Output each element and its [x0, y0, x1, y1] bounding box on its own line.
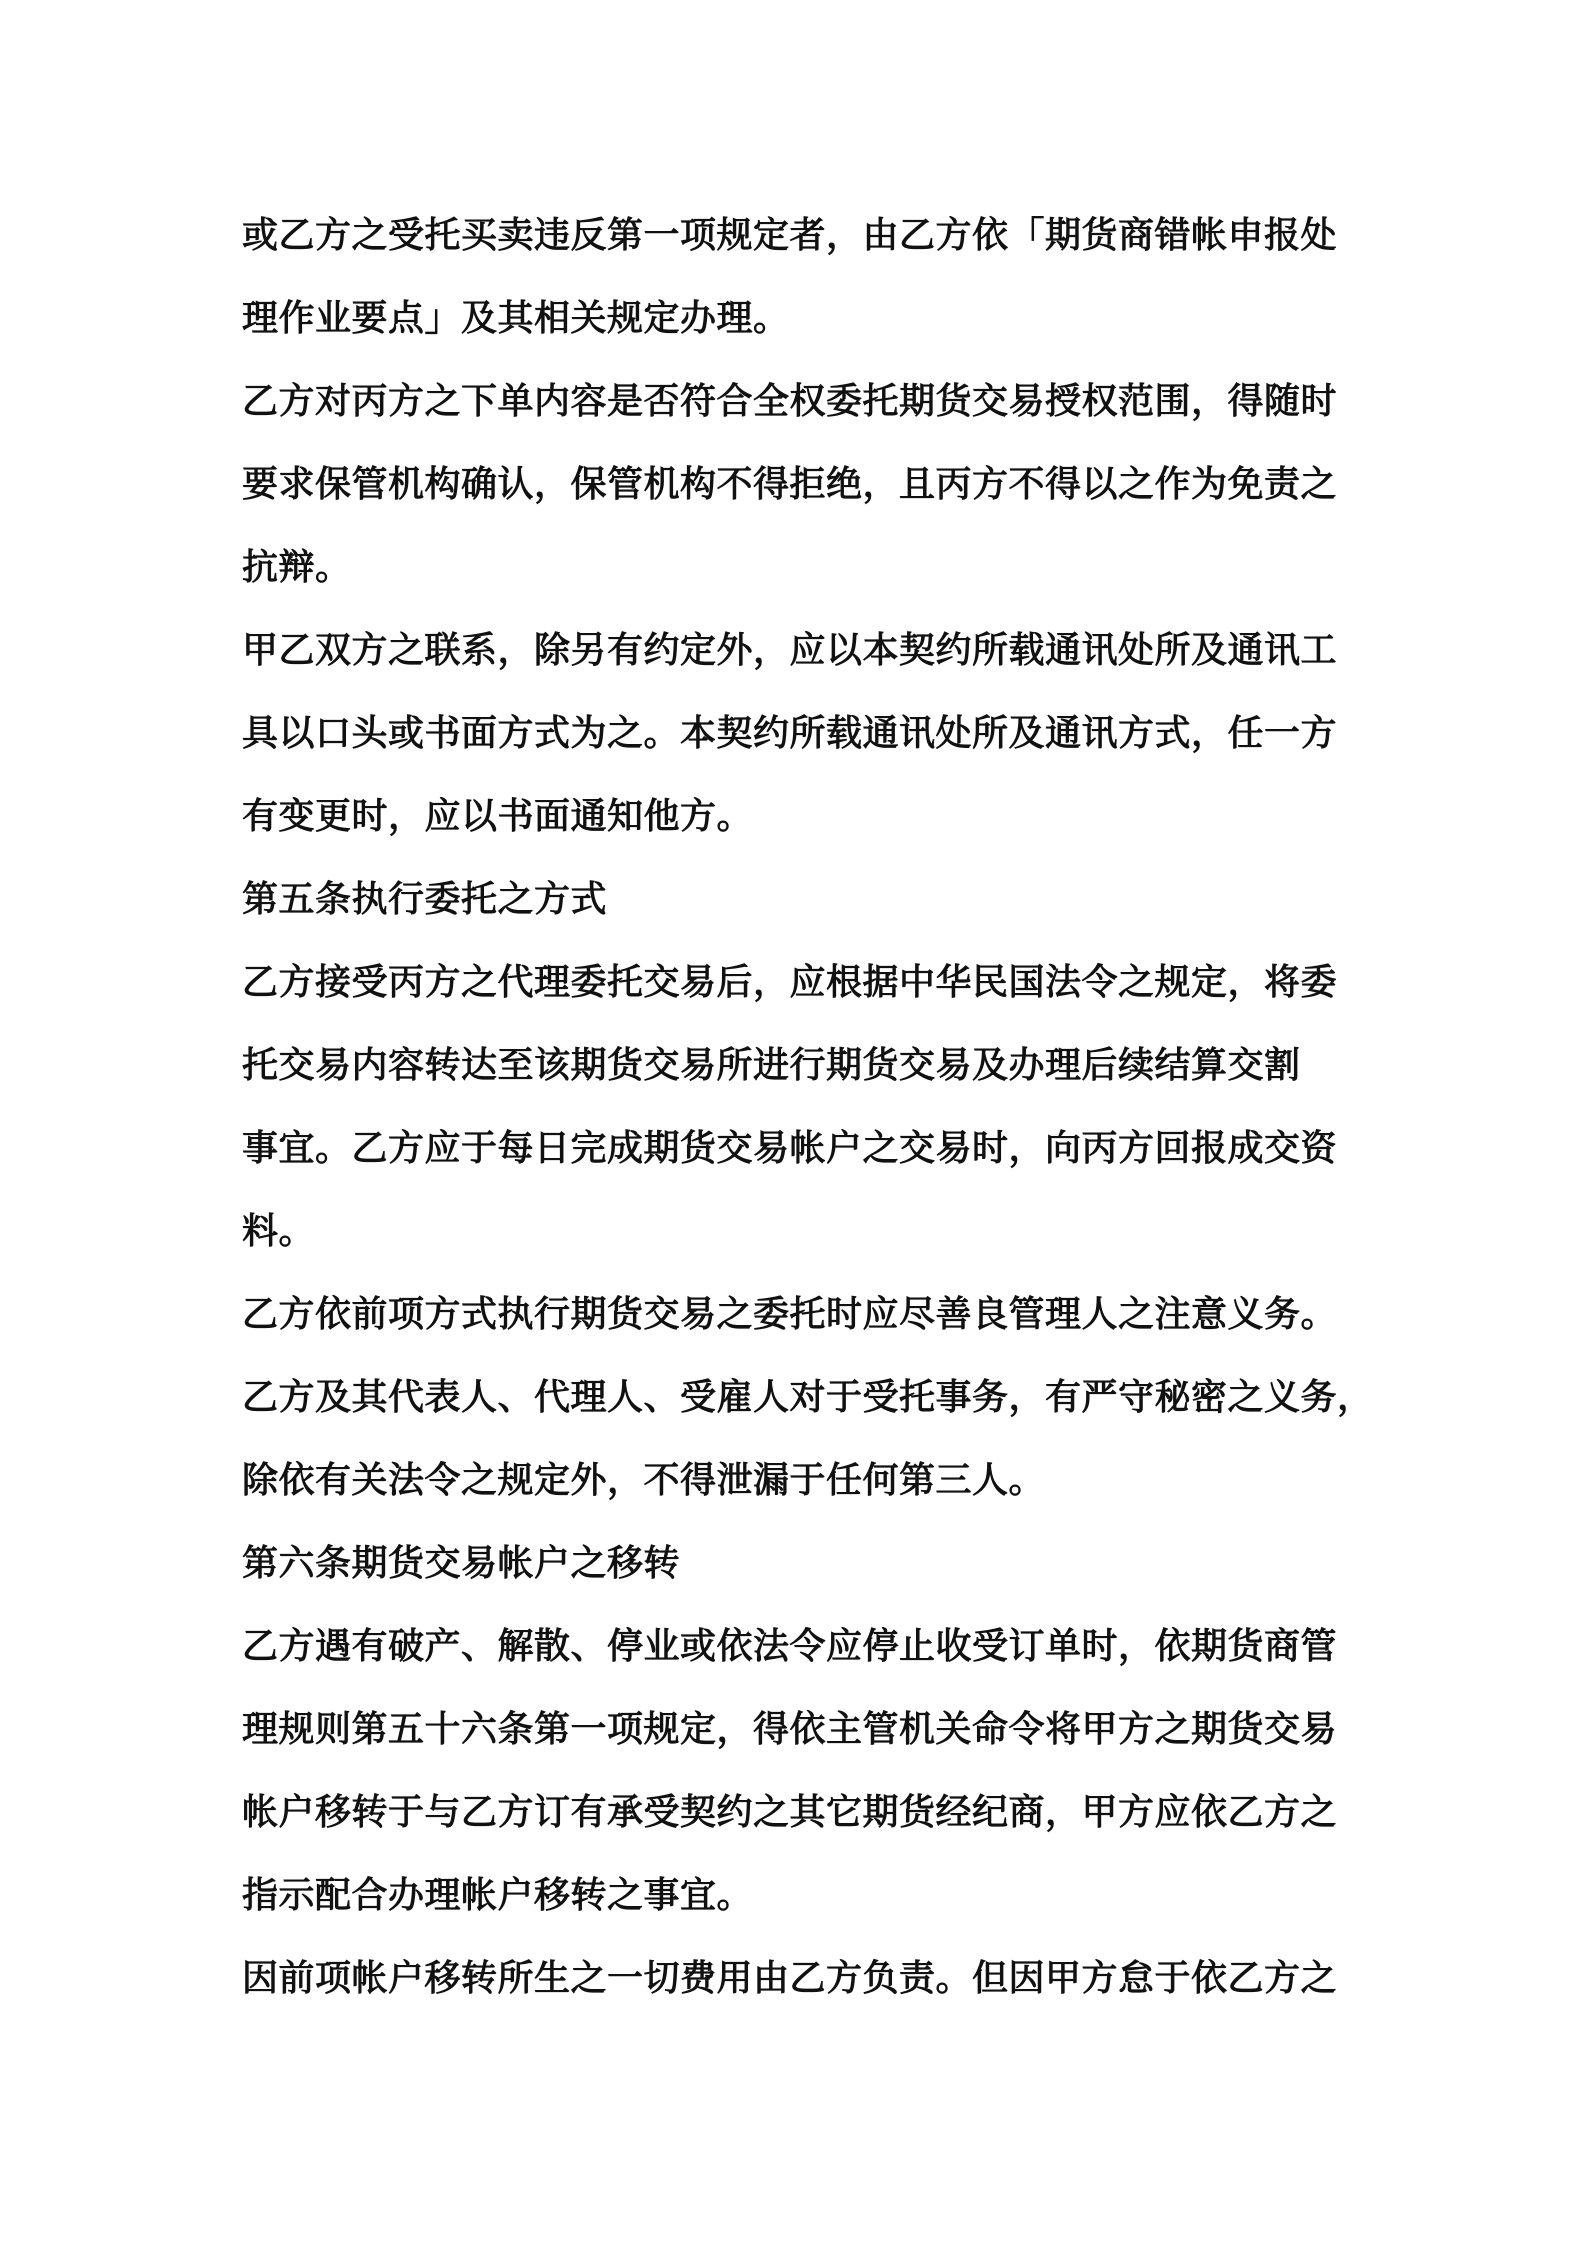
- text-line: 理规则第五十六条第一项规定，得依主管机关命令将甲方之期货交易: [242, 1709, 1338, 1750]
- text-line: 除依有关法令之规定外，不得泄漏于任何第三人。: [242, 1460, 1046, 1501]
- heading-text: 第五条执行委托之方式: [242, 879, 608, 920]
- text-line: 要求保管机构确认，保管机构不得拒绝，且丙方不得以之作为免责之: [242, 464, 1338, 505]
- text-line: 指示配合办理帐户移转之事宜。: [242, 1875, 754, 1916]
- text-line: 乙方及其代表人、代理人、受雇人对于受托事务，有严守秘密之义务，: [242, 1377, 1374, 1418]
- paragraph: [242, 1356, 1374, 1522]
- text-line: 或乙方之受托买卖违反第一项规定者，由乙方依「期货商错帐申报处: [242, 215, 1338, 256]
- paragraph: [242, 1937, 1362, 2020]
- paragraph: [242, 1605, 1362, 1937]
- text-line: 甲乙双方之联系，除另有约定外，应以本契约所载通讯处所及通讯工: [242, 630, 1338, 671]
- text-line: 乙方遇有破产、解散、停业或依法令应停止收受订单时，依期货商管: [242, 1626, 1338, 1667]
- section-heading-article-6: [242, 1522, 1362, 1605]
- text-line: 具以口头或书面方式为之。本契约所载通讯处所及通讯方式，任一方: [242, 713, 1338, 754]
- text-line: 理作业要点」及其相关规定办理。: [242, 298, 790, 339]
- text-line: 乙方对丙方之下单内容是否符合全权委托期货交易授权范围，得随时: [242, 381, 1338, 422]
- paragraph: [242, 609, 1362, 858]
- paragraph: [242, 941, 1362, 1273]
- document-body: [242, 194, 1374, 2020]
- text-line: 帐户移转于与乙方订有承受契约之其它期货经纪商，甲方应依乙方之: [242, 1792, 1338, 1833]
- heading-text: 第六条期货交易帐户之移转: [242, 1543, 681, 1584]
- section-heading-article-5: [242, 858, 1362, 941]
- text-line: 托交易内容转达至该期货交易所进行期货交易及办理后续结算交割: [242, 1045, 1301, 1086]
- paragraph: [242, 194, 1362, 360]
- paragraph: [242, 360, 1362, 609]
- text-line: 料。: [242, 1211, 316, 1252]
- text-line: 乙方接受丙方之代理委托交易后，应根据中华民国法令之规定，将委: [242, 962, 1338, 1003]
- text-line: 因前项帐户移转所生之一切费用由乙方负责。但因甲方怠于依乙方之: [242, 1958, 1338, 1999]
- paragraph: [242, 1273, 1362, 1356]
- text-line: 事宜。乙方应于每日完成期货交易帐户之交易时，向丙方回报成交资: [242, 1128, 1338, 1169]
- text-line: 乙方依前项方式执行期货交易之委托时应尽善良管理人之注意义务。: [242, 1294, 1338, 1335]
- text-line: 有变更时，应以书面通知他方。: [242, 796, 754, 837]
- text-line: 抗辩。: [242, 547, 352, 588]
